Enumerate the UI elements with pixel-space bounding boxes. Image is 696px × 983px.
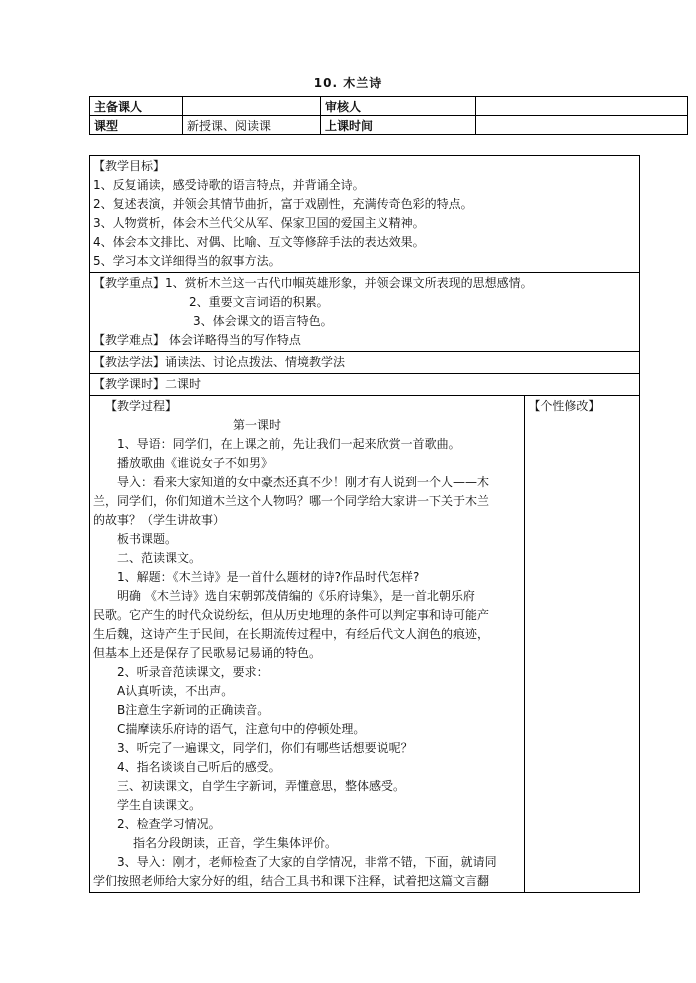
lesson-plan-table [89,155,640,893]
methods-cell: 【教法学法】诵读法、讨论点拨法、情境教学法 [90,352,640,374]
label-reviewer: 审核人 [321,97,476,116]
methods-row [90,352,640,374]
label-class-time: 上课时间 [321,116,476,135]
process-line: 2、检查学习情况。 [117,817,221,831]
process-line: 民歌。它产生的时代众说纷纭，但从历史地理的条件可以判定事和诗可能产 [93,608,490,622]
process-line: 板书课题。 [117,532,178,546]
value-reviewer [476,97,688,116]
objectives-cell [90,156,640,273]
process-line: 1、解题：《木兰诗》是一首什么题材的诗?作品时代怎样? [117,570,420,584]
value-class-time [476,116,688,135]
objective-item: 4、体会本文排比、对偶、比喻、互文等修辞手法的表达效果。 [93,235,425,249]
process-line: 学们按照老师给大家分好的组，结合工具书和课下注释，试着把这篇文言翻 [93,874,490,888]
key-point-item: 3、体会课文的语言特色。 [193,314,333,328]
process-line: 第一课时 [233,418,282,432]
process-line: 生后魏，这诗产生于民间，在长期流传过程中，有经后代文人润色的痕迹， [93,627,490,641]
label-preparer: 主备课人 [90,97,183,116]
process-line: C揣摩读乐府诗的语气，注意句中的停顿处理。 [117,722,366,736]
process-line: 三、初读课文，自学生字新词，弄懂意思，整体感受。 [117,779,406,793]
revision-cell [525,396,640,893]
process-line: 4、指名谈谈自己听后的感受。 [117,760,281,774]
process-line: 明确 《木兰诗》选自宋朝郭茂倩编的《乐府诗集》，是一首北朝乐府 [117,589,475,603]
meta-row [90,97,688,116]
objective-item: 1、反复诵读，感受诗歌的语言特点，并背诵全诗。 [93,178,365,192]
hours-row [90,374,640,396]
process-line: 1、导语：同学们，在上课之前，先让我们一起来欣赏一首歌曲。 [117,437,461,451]
objective-item: 3、人物赏析，体会木兰代父从军、保家卫国的爱国主义精神。 [93,216,425,230]
process-cell [90,396,525,893]
document-title: 10. 木兰诗 [313,76,383,90]
process-heading: 【教学过程】 [105,399,178,413]
value-preparer [183,97,321,116]
revision-heading: 【个性修改】 [528,399,601,413]
process-line: 3、导入：刚才，老师检查了大家的自学情况，非常不错，下面，就请同 [117,855,497,869]
process-line: 2、听录音范读课文，要求： [117,665,269,679]
process-line: 指名分段朗读，正音，学生集体评价。 [133,836,338,850]
process-line: 3、听完了一遍课文，同学们，你们有哪些话想要说呢？ [117,741,413,755]
key-points-cell [90,273,640,352]
objectives-heading: 【教学目标】 [93,159,166,173]
key-point-item: 【教学重点】1、赏析木兰这一古代巾帼英雄形象，并领会课文所表现的思想感情。 [93,276,533,290]
objective-item: 2、复述表演，并领会其情节曲折，富于戏剧性，充满传奇色彩的特点。 [93,197,473,211]
hours-cell: 【教学课时】二课时 [90,374,640,396]
process-line: 的故事？（学生讲故事） [93,513,226,527]
key-point-item: 2、重要文言词语的积累。 [189,295,329,309]
difficulty-line: 【教学难点】 体会详略得当的写作特点 [93,333,301,347]
process-line: A认真听读，不出声。 [117,684,234,698]
label-lesson-type: 课型 [90,116,183,135]
process-line: 但基本上还是保存了民歌易记易诵的特色。 [93,646,322,660]
value-lesson-type: 新授课、阅读课 [183,116,321,135]
process-line: 播放歌曲《谁说女子不如男》 [117,456,274,470]
process-row [90,396,640,893]
meta-table [89,96,688,135]
objective-item: 5、学习本文详细得当的叙事方法。 [93,254,281,268]
objectives-row [90,156,640,273]
process-line: 导入：看来大家知道的女中豪杰还真不少！刚才有人说到一个人——木 [117,475,490,489]
process-line: 二、范读课文。 [117,551,202,565]
process-line: B注意生字新词的正确读音。 [117,703,270,717]
process-line: 学生自读课文。 [117,798,202,812]
key-points-row [90,273,640,352]
meta-row [90,116,688,135]
process-line: 兰，同学们，你们知道木兰这个人物吗？哪一个同学给大家讲一下关于木兰 [93,494,490,508]
